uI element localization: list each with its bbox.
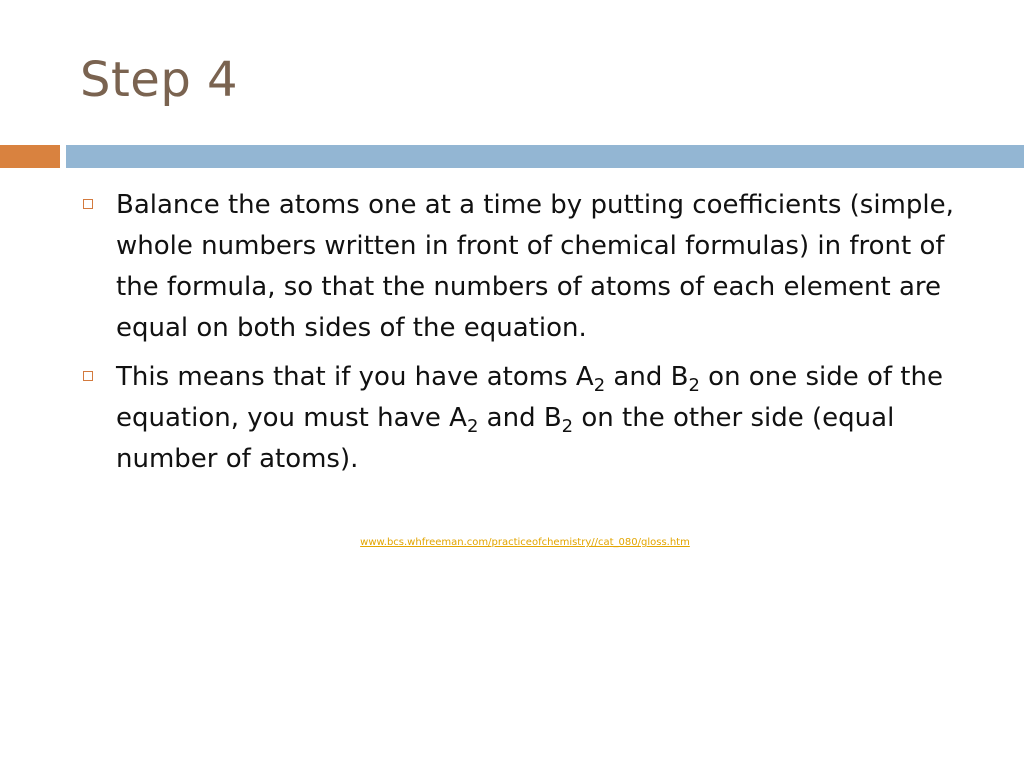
hollow-square-bullet-icon bbox=[83, 199, 93, 209]
bullet-text-2-part-2: and B bbox=[605, 362, 689, 392]
hollow-square-bullet-icon bbox=[83, 371, 93, 381]
bullet-text-2-part-1: This means that if you have atoms A bbox=[116, 362, 594, 392]
subscript-a-2: 2 bbox=[466, 416, 479, 437]
bullet-text-1: Balance the atoms one at a time by putting coefficients (simple, whole numbers written in front of chemical formulas) in front of the formula, so that the numbers of atoms of each element are equal on both sides of the equation. bbox=[116, 190, 954, 343]
title-accent-bar bbox=[0, 145, 60, 168]
subscript-b-1: 2 bbox=[688, 375, 700, 396]
bullet-text-2-part-3: on one side of the equation, you must have A bbox=[116, 362, 943, 433]
title-divider-bar bbox=[66, 145, 1024, 168]
bullet-item-2 bbox=[80, 357, 980, 480]
subscript-b-2: 2 bbox=[561, 416, 574, 437]
bullet-item-1 bbox=[80, 185, 980, 349]
slide-title: Step 4 bbox=[80, 52, 239, 108]
bullet-list bbox=[80, 185, 980, 488]
subscript-a-1: 2 bbox=[593, 375, 606, 396]
bullet-text-2-part-4: and B bbox=[478, 403, 562, 433]
bullet-text-2-part-5: on the other side (equal number of atoms). bbox=[116, 403, 895, 474]
source-link[interactable]: www.bcs.whfreeman.com/practiceofchemistry//cat_080/gloss.htm bbox=[360, 537, 690, 548]
